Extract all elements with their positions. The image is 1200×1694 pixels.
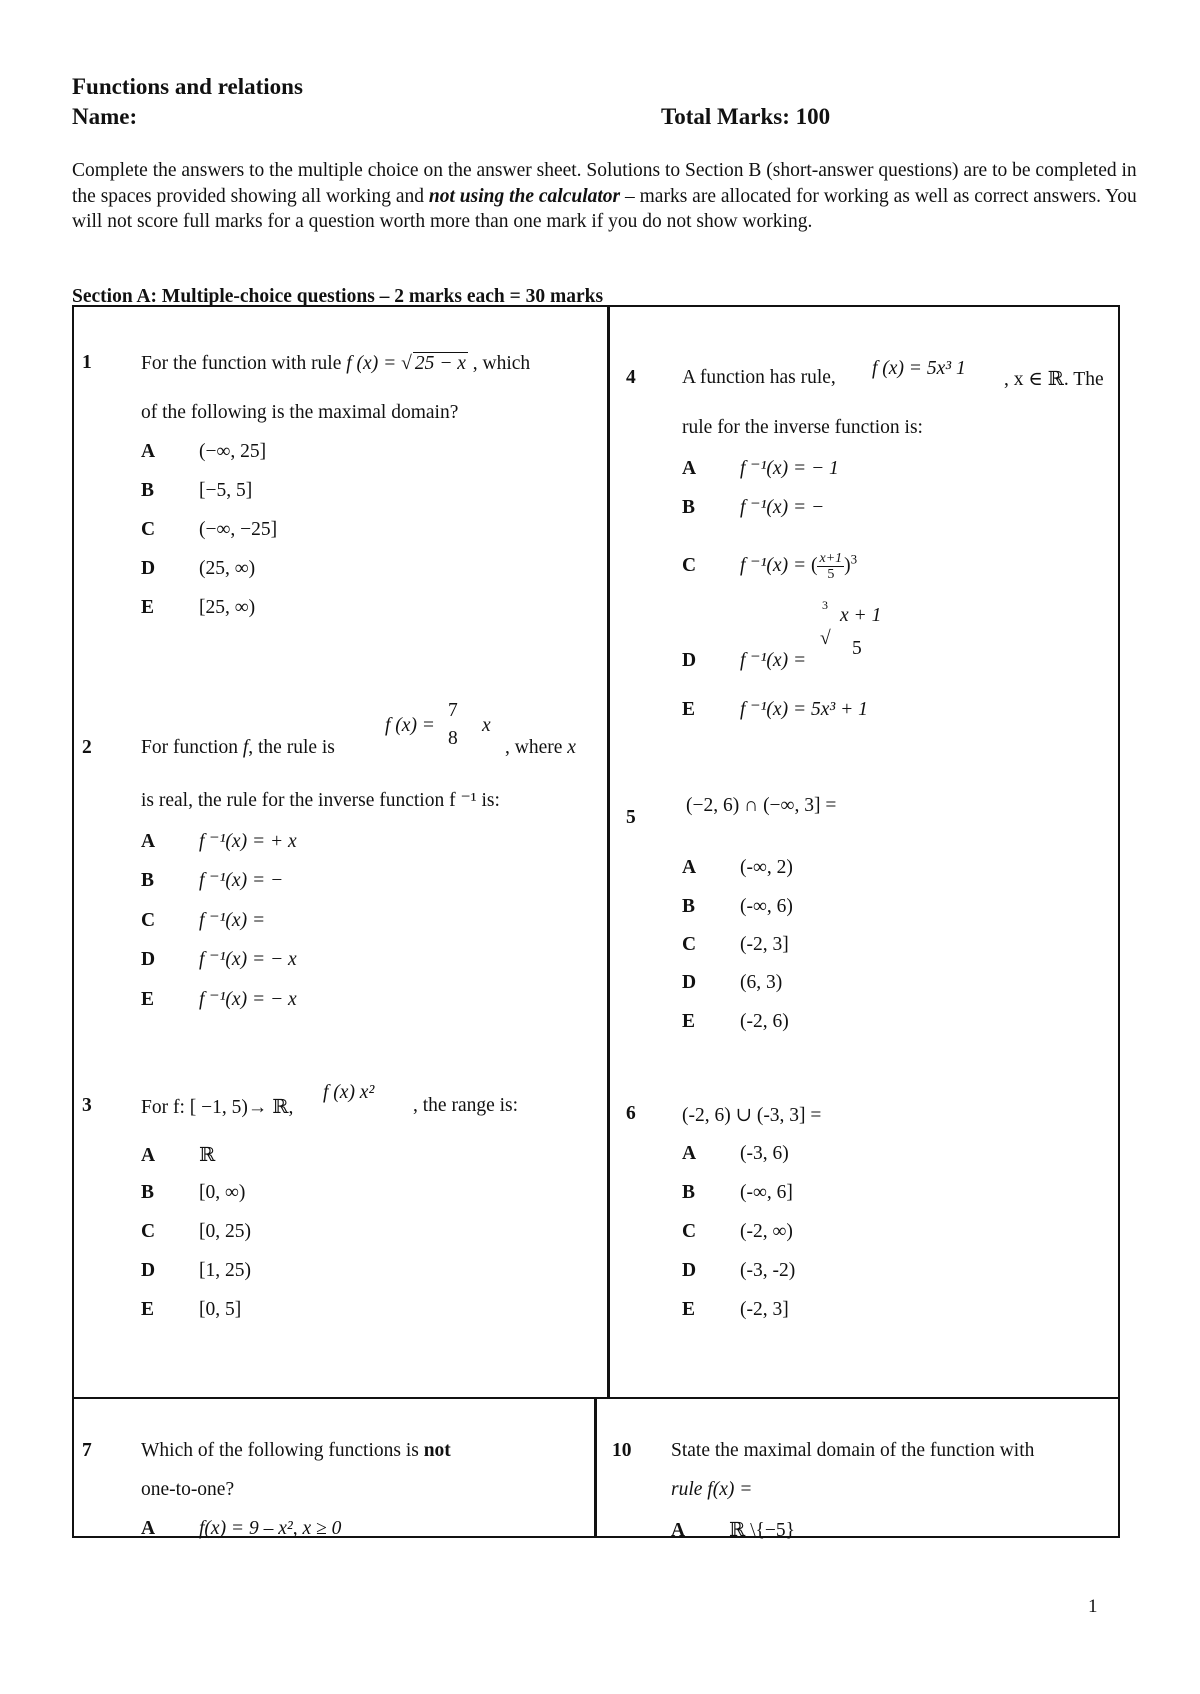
option-label: A — [141, 831, 156, 852]
q2-line1-post-text: , where — [505, 737, 568, 758]
option-text: f ⁻¹(x) = − 1 — [740, 458, 839, 479]
option-text: f ⁻¹(x) = − x — [199, 949, 297, 970]
q1-option-e — [141, 597, 255, 619]
option-text: (−∞, 25] — [199, 441, 267, 462]
q1-option-c — [141, 519, 277, 541]
q2-option-d — [141, 947, 297, 971]
option-label: B — [682, 1182, 696, 1203]
q2-line1-mid: , the rule is — [248, 737, 335, 758]
q4-number: 4 — [626, 367, 636, 388]
q6-option-d — [682, 1260, 795, 1282]
option-text: f(x) = 9 – x², x ≥ 0 — [199, 1518, 342, 1539]
q10-line2: rule f(x) = — [671, 1479, 753, 1500]
q2-rule-variable: x — [482, 715, 491, 736]
q3-line1: For f: [ −1, 5)→ ℝ, — [141, 1097, 294, 1118]
instructions-part2: – marks are allocated for working as well as correct answers. You will not score full marks for a question worth more than one mark if you do not show working. — [72, 185, 1137, 232]
q4-line1-pre: A function has rule, — [682, 367, 836, 388]
option-text: (-2, 6) — [740, 1011, 789, 1032]
q4-option-c — [682, 551, 857, 582]
q1-line1 — [141, 352, 530, 375]
option-label: C — [141, 519, 156, 540]
q10-line1: State the maximal domain of the function with — [671, 1440, 1035, 1461]
q2-rule-numerator: 7 — [448, 700, 458, 721]
q1-line2: of the following is the maximal domain? — [141, 402, 459, 423]
option-label: B — [141, 1182, 155, 1203]
option-label: A — [141, 1145, 156, 1166]
q3-option-a — [141, 1143, 215, 1167]
q3-option-b — [141, 1182, 245, 1204]
column-divider-upper — [607, 305, 610, 1399]
option-text: (-∞, 6] — [740, 1182, 793, 1203]
option-label: A — [682, 1143, 697, 1164]
option-text: f ⁻¹(x) = — [740, 650, 807, 671]
option-text: f ⁻¹(x) = 5x³ + 1 — [740, 699, 868, 720]
option-text: (25, ∞) — [199, 558, 256, 579]
name-label: Name: — [72, 104, 138, 129]
q3-option-e — [141, 1299, 241, 1321]
q2-option-e — [141, 987, 297, 1011]
q5-option-b — [682, 896, 793, 918]
option-label: E — [682, 1299, 696, 1320]
option-label: C — [682, 1221, 697, 1242]
option-label: B — [141, 870, 155, 891]
total-marks: Total Marks: 100 — [661, 104, 831, 129]
q2-line2: is real, the rule for the inverse function f ⁻¹ is: — [141, 790, 500, 811]
q7-line1-text: Which of the following functions is — [141, 1440, 424, 1461]
option-label: C — [682, 554, 697, 576]
option-label: B — [141, 480, 155, 501]
q4-option-e — [682, 697, 868, 721]
q2-line1-post — [505, 737, 576, 759]
radical-sign: √ — [401, 353, 412, 374]
q2-line1-x: x — [567, 737, 576, 758]
option-text: f ⁻¹(x) = − — [740, 497, 825, 518]
q3-rule: f (x) x² — [323, 1082, 375, 1103]
q2-number: 2 — [82, 737, 92, 758]
option-label: E — [141, 989, 155, 1010]
q6-option-e — [682, 1299, 789, 1321]
q3-option-c — [141, 1221, 251, 1243]
option-label: E — [141, 1299, 155, 1320]
option-text: [−5, 5] — [199, 480, 253, 501]
option-text: (-∞, 2) — [740, 857, 793, 878]
q7-line1-bold: not — [423, 1440, 451, 1461]
q4-option-a — [682, 456, 839, 480]
q7-option-a — [141, 1518, 341, 1540]
option-text: (-2, 3] — [740, 1299, 789, 1320]
q5-expression: (−2, 6) ∩ (−∞, 3] = — [686, 795, 837, 816]
q5-option-e — [682, 1011, 789, 1033]
section-a-heading: Section A: Multiple-choice questions – 2 marks each = 30 marks — [72, 286, 604, 307]
option-text: (-∞, 6) — [740, 896, 793, 917]
q4-option-d — [682, 648, 806, 672]
q4-rule: f (x) = 5x³ 1 — [872, 358, 966, 379]
q6-number: 6 — [626, 1103, 636, 1124]
q2-line1-pre — [141, 737, 335, 759]
instructions — [72, 158, 1137, 235]
q2-rule-lhs: f (x) = — [385, 715, 435, 736]
q3-number: 3 — [82, 1095, 92, 1116]
q7-line1 — [141, 1440, 451, 1462]
q4-line1-post: , x ∈ ℝ. The — [1004, 369, 1104, 390]
q1-option-d — [141, 558, 255, 580]
q1-rule-lhs: f (x) = — [346, 353, 402, 374]
q4-d-radicand-bottom: 5 — [852, 638, 862, 659]
option-label: B — [682, 896, 696, 917]
option-text: ℝ \{−5} — [729, 1520, 795, 1541]
q2-option-c — [141, 908, 265, 932]
option-text: f ⁻¹(x) = — [740, 554, 811, 576]
paren-close: ) — [844, 554, 851, 576]
q1-number: 1 — [82, 352, 92, 373]
option-label: D — [682, 972, 697, 993]
q2-line1-f: f — [242, 737, 249, 758]
option-label: D — [141, 949, 156, 970]
option-label: A — [141, 441, 156, 462]
radical-sign: √ — [820, 628, 831, 649]
option-text: (6, 3) — [740, 972, 783, 993]
option-text: [0, ∞) — [199, 1182, 246, 1203]
option-text: (-2, 3] — [740, 934, 789, 955]
q5-option-a — [682, 857, 793, 879]
q4-c-denominator: 5 — [827, 567, 835, 582]
option-text: ℝ — [199, 1145, 216, 1166]
paren-open: ( — [810, 554, 818, 576]
q4-line2: rule for the inverse function is: — [682, 417, 923, 438]
option-label: A — [682, 458, 697, 479]
q4-d-root-index: 3 — [822, 598, 828, 612]
option-label: B — [682, 497, 696, 518]
option-label: A — [682, 857, 697, 878]
option-label: A — [671, 1520, 686, 1541]
q2-rule-denominator: 8 — [448, 728, 458, 749]
q6-expression: (-2, 6) ∪ (-3, 3] = — [682, 1105, 822, 1126]
option-text: (-3, -2) — [740, 1260, 796, 1281]
q4-c-numerator: x+1 — [819, 551, 843, 566]
q4-option-b — [682, 495, 824, 519]
option-label: D — [682, 650, 697, 671]
q6-option-a — [682, 1143, 789, 1165]
option-text: f ⁻¹(x) = — [199, 910, 266, 931]
option-label: E — [682, 699, 696, 720]
q4-d-radicand-top: x + 1 — [840, 605, 882, 626]
option-text: f ⁻¹(x) = − — [199, 870, 284, 891]
option-label: D — [141, 1260, 156, 1281]
option-text: (-2, ∞) — [740, 1221, 793, 1242]
q1-line1-post: , which — [472, 353, 531, 374]
option-text: (−∞, −25] — [199, 519, 278, 540]
q7-line2: one-to-one? — [141, 1479, 235, 1500]
instructions-part1: Complete the answers to the multiple choice on the answer sheet. Solutions to Section B (short-answer questions) are to be completed in the spaces provided showing all working and — [72, 160, 1137, 207]
option-label: A — [141, 1518, 156, 1539]
q5-option-d — [682, 972, 782, 994]
q5-number: 5 — [626, 807, 636, 828]
q1-option-b — [141, 480, 252, 502]
q1-line1-pre: For the function with rule — [141, 353, 347, 374]
q10-number: 10 — [612, 1440, 632, 1461]
q3-option-d — [141, 1260, 251, 1282]
option-text: [1, 25) — [199, 1260, 251, 1281]
q6-option-c — [682, 1221, 793, 1243]
q10-option-a — [671, 1518, 795, 1542]
q2-option-a — [141, 829, 297, 853]
option-text: [0, 25) — [199, 1221, 251, 1242]
page-number: 1 — [1088, 1596, 1098, 1617]
option-text: [0, 5] — [199, 1299, 242, 1320]
option-text: (-3, 6) — [740, 1143, 789, 1164]
q2-line1-text: For function — [141, 737, 243, 758]
q3-line1-post: , the range is: — [413, 1095, 519, 1116]
q7-number: 7 — [82, 1440, 92, 1461]
q2-option-b — [141, 868, 283, 892]
q5-option-c — [682, 934, 789, 956]
option-label: E — [141, 597, 155, 618]
option-label: C — [141, 1221, 156, 1242]
option-text: f ⁻¹(x) = − x — [199, 989, 297, 1010]
document-title: Functions and relations — [72, 74, 303, 99]
q4-c-fraction — [817, 551, 844, 582]
option-text: f ⁻¹(x) = + x — [199, 831, 297, 852]
q4-c-exponent: 3 — [850, 551, 858, 567]
instructions-emphasis: not using the calculator — [428, 185, 621, 207]
option-label: D — [682, 1260, 697, 1281]
option-label: C — [682, 934, 697, 955]
q1-rule-radicand: 25 − x — [414, 353, 466, 374]
option-label: E — [682, 1011, 696, 1032]
option-label: D — [141, 558, 156, 579]
option-text: [25, ∞) — [199, 597, 256, 618]
q6-option-b — [682, 1182, 793, 1204]
q1-option-a — [141, 441, 266, 463]
column-divider-lower — [594, 1397, 597, 1538]
option-label: C — [141, 910, 156, 931]
